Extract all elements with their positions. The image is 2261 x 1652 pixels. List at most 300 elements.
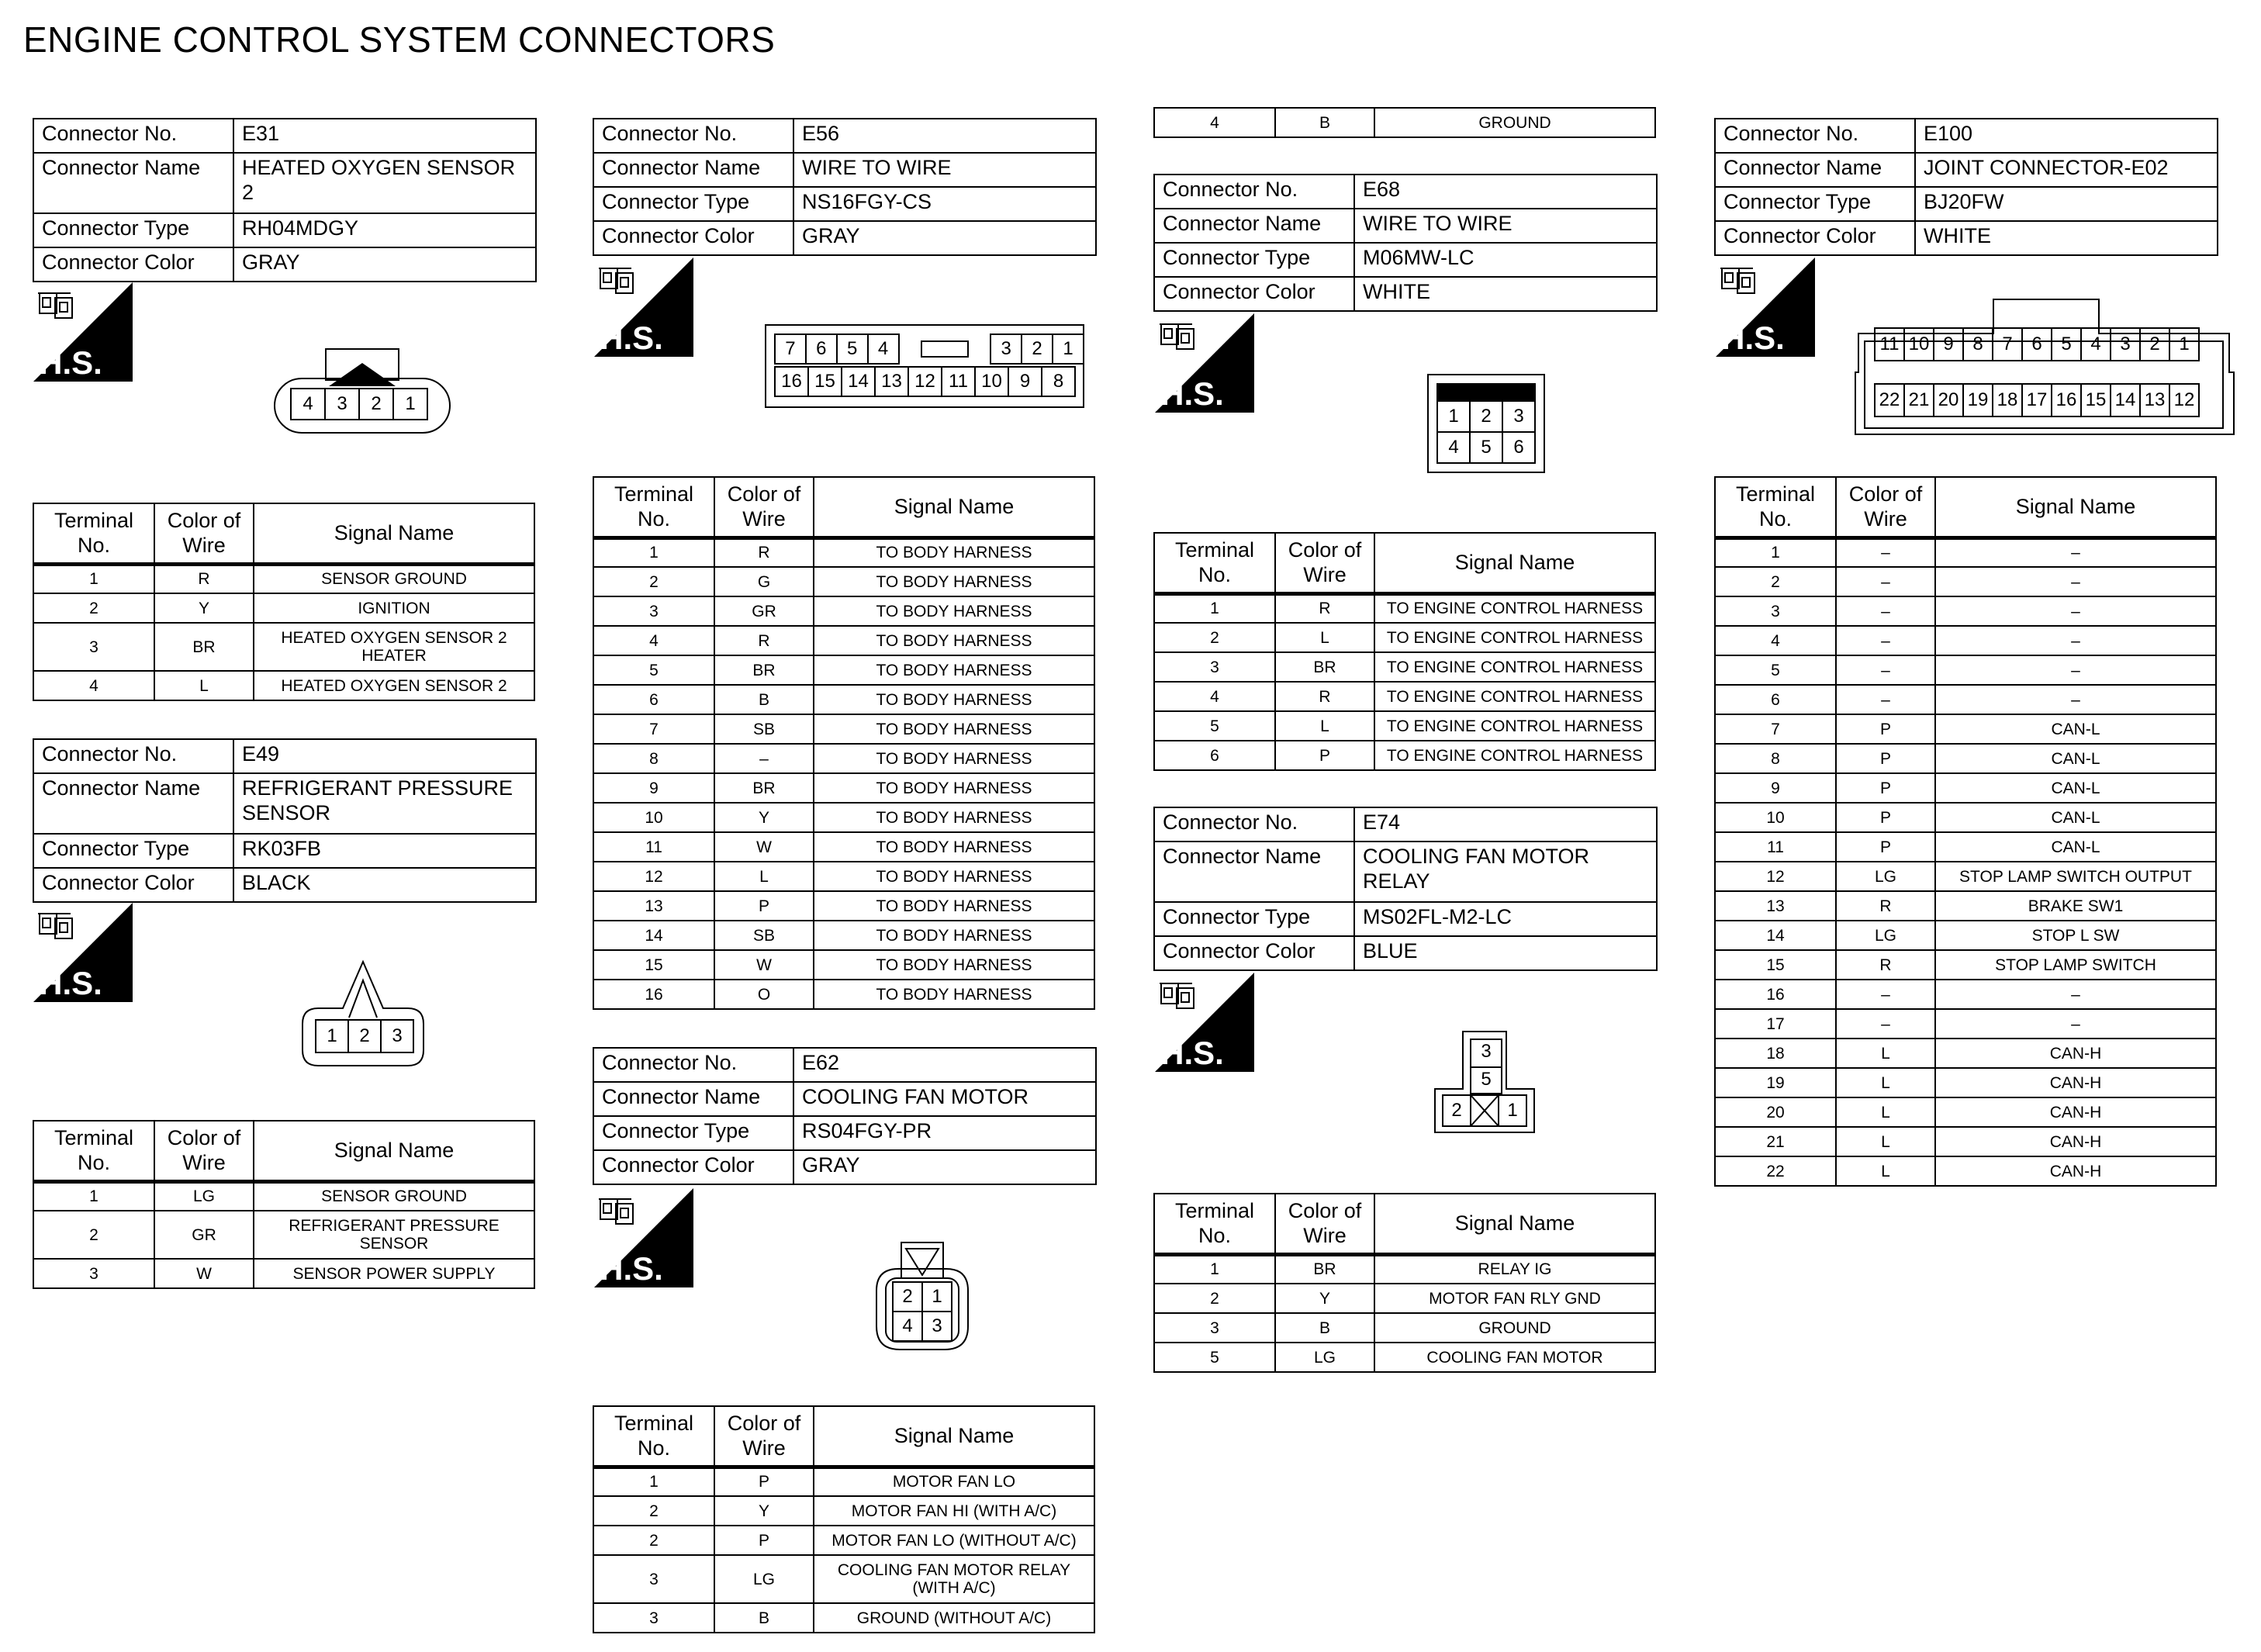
pin-row-bottom — [1874, 383, 2200, 417]
table-row — [1715, 1097, 2216, 1127]
info-label: Connector No. — [593, 119, 793, 153]
terminal-number: 16 — [1715, 980, 1836, 1009]
table-row — [1154, 1284, 1655, 1313]
signal-name: – — [1935, 1009, 2216, 1039]
signal-name: STOP L SW — [1935, 921, 2216, 950]
table-row — [593, 596, 1094, 626]
table-row — [593, 803, 1094, 832]
terminal-number: 11 — [1715, 832, 1836, 862]
info-label: Connector Type — [33, 213, 233, 247]
signal-name: – — [1935, 626, 2216, 655]
info-label: Connector Color — [1715, 221, 1915, 255]
table-row — [593, 1603, 1094, 1633]
wire-color: B — [714, 1603, 814, 1633]
info-label: Connector Name — [1715, 153, 1915, 187]
column-header: Terminal No. — [33, 503, 154, 564]
table-row — [1154, 1343, 1655, 1372]
wire-color: – — [1836, 567, 1935, 596]
column-header: Color of Wire — [154, 503, 254, 564]
connector-name: COOLING FAN MOTOR RELAY — [1354, 842, 1657, 902]
table-row — [1715, 1068, 2216, 1097]
hs-label: H.S. — [1721, 320, 1785, 356]
connector-name: WIRE TO WIRE — [793, 153, 1096, 187]
pin-grid — [1436, 400, 1536, 464]
column-header: Terminal No. — [593, 1406, 714, 1467]
terminal-number: 3 — [33, 623, 154, 671]
signal-name: TO BODY HARNESS — [814, 744, 1094, 773]
terminal-number: 3 — [1154, 652, 1275, 682]
wire-color: B — [1275, 1313, 1374, 1343]
signal-name: TO BODY HARNESS — [814, 596, 1094, 626]
terminal-number: 2 — [593, 567, 714, 596]
wire-color: L — [1836, 1127, 1935, 1156]
signal-name: MOTOR FAN HI (WITH A/C) — [814, 1496, 1094, 1526]
connector-color: BLUE — [1354, 936, 1657, 970]
signal-name: TO BODY HARNESS — [814, 626, 1094, 655]
table-row — [1154, 623, 1655, 652]
wire-color: Y — [714, 1496, 814, 1526]
terminal-table-e62 — [593, 1405, 1095, 1633]
terminal-number: 15 — [593, 950, 714, 980]
column-header: Color of Wire — [714, 477, 814, 537]
harness-side-icon — [1155, 313, 1254, 413]
pin: 22 — [1875, 384, 1904, 416]
column-header: Signal Name — [254, 503, 534, 564]
column-header: Signal Name — [1935, 477, 2216, 537]
wire-color: Y — [1275, 1284, 1374, 1313]
pin: 4 — [1437, 432, 1470, 463]
info-label: Connector Name — [1154, 842, 1354, 902]
info-label: Connector No. — [33, 119, 233, 153]
wire-color: BR — [714, 773, 814, 803]
info-label: Connector Color — [593, 1150, 793, 1184]
terminal-number: 9 — [593, 773, 714, 803]
wire-color: BR — [154, 623, 254, 671]
signal-name: BRAKE SW1 — [1935, 891, 2216, 921]
column-header: Color of Wire — [1275, 533, 1374, 593]
info-label: Connector No. — [1154, 175, 1354, 209]
pin: 7 — [1993, 328, 2022, 361]
wire-color: W — [714, 950, 814, 980]
signal-name: COOLING FAN MOTOR RELAY (WITH A/C) — [814, 1555, 1094, 1603]
signal-name: MOTOR FAN LO (WITHOUT A/C) — [814, 1526, 1094, 1555]
pin: 1 — [1507, 1100, 1518, 1121]
signal-name: MOTOR FAN RLY GND — [1374, 1284, 1655, 1313]
wire-color: – — [1836, 1009, 1935, 1039]
terminal-number: 8 — [593, 744, 714, 773]
terminal-number: 9 — [1715, 773, 1836, 803]
harness-side-icon — [33, 903, 133, 1002]
pin: 3 — [990, 334, 1022, 364]
terminal-number: 19 — [1715, 1068, 1836, 1097]
wire-color: LG — [714, 1555, 814, 1603]
pin: 2 — [348, 1020, 381, 1052]
connector-number: E62 — [793, 1048, 1096, 1082]
pin-grid — [290, 388, 428, 420]
pin: 12 — [908, 367, 942, 396]
wire-color: L — [714, 862, 814, 891]
pin: 5 — [1481, 1069, 1492, 1090]
info-label: Connector Type — [1715, 187, 1915, 221]
info-label: Connector Type — [33, 834, 233, 868]
pin-row-top — [1874, 327, 2200, 361]
hs-label: H.S. — [1160, 1035, 1224, 1071]
connector-info-e68 — [1153, 174, 1658, 312]
terminal-number: 4 — [1154, 682, 1275, 711]
pin-grid — [315, 1019, 414, 1053]
signal-name: GROUND (WITHOUT A/C) — [814, 1603, 1094, 1633]
wire-color: LG — [1275, 1343, 1374, 1372]
signal-name: CAN-L — [1935, 714, 2216, 744]
wire-color: P — [1836, 773, 1935, 803]
pin: 21 — [1904, 384, 1934, 416]
pin: 2 — [2140, 328, 2169, 361]
table-row — [593, 1467, 1094, 1496]
terminal-number: 15 — [1715, 950, 1836, 980]
connector-number: E68 — [1354, 175, 1657, 209]
pin: 1 — [2169, 328, 2199, 361]
terminal-number: 16 — [593, 980, 714, 1009]
wire-color: GR — [714, 596, 814, 626]
connector-name: WIRE TO WIRE — [1354, 209, 1657, 243]
wire-color: L — [1836, 1039, 1935, 1068]
signal-name: TO BODY HARNESS — [814, 655, 1094, 685]
terminal-table-e74 — [1153, 1193, 1656, 1373]
table-row — [1715, 744, 2216, 773]
signal-name: TO ENGINE CONTROL HARNESS — [1374, 652, 1655, 682]
pin: 3 — [381, 1020, 413, 1052]
info-label: Connector No. — [1715, 119, 1915, 153]
pin: 1 — [1053, 334, 1084, 364]
table-row — [593, 537, 1094, 567]
pin: 5 — [837, 334, 868, 364]
pin: 11 — [942, 367, 975, 396]
connector-color: WHITE — [1354, 277, 1657, 311]
pin: 14 — [842, 367, 875, 396]
table-row — [1715, 567, 2216, 596]
wire-color: L — [1836, 1156, 1935, 1186]
wire-color: L — [1836, 1068, 1935, 1097]
terminal-number: 1 — [1154, 593, 1275, 623]
table-row — [1715, 714, 2216, 744]
terminal-table-e49 — [33, 1120, 535, 1289]
pin: 13 — [2140, 384, 2169, 416]
latch-slot — [899, 334, 991, 364]
signal-name: SENSOR GROUND — [254, 1181, 534, 1211]
column-header: Color of Wire — [154, 1121, 254, 1181]
wire-color: LG — [1836, 862, 1935, 891]
signal-name: TO BODY HARNESS — [814, 921, 1094, 950]
pin: 3 — [1481, 1041, 1492, 1062]
table-row — [593, 980, 1094, 1009]
pin: 16 — [775, 367, 808, 396]
page-title: ENGINE CONTROL SYSTEM CONNECTORS — [23, 19, 776, 60]
signal-name: CAN-L — [1935, 744, 2216, 773]
wire-color: R — [1836, 950, 1935, 980]
harness-side-icon — [33, 282, 133, 382]
connector-type: RH04MDGY — [233, 213, 536, 247]
wire-color: SB — [714, 921, 814, 950]
connector-type: NS16FGY-CS — [793, 187, 1096, 221]
wire-color: P — [1836, 832, 1935, 862]
table-row — [593, 1555, 1094, 1603]
terminal-number: 18 — [1715, 1039, 1836, 1068]
connector-type: RS04FGY-PR — [793, 1116, 1096, 1150]
pin: 11 — [1875, 328, 1904, 361]
terminal-number: 1 — [1154, 1254, 1275, 1284]
column-header: Signal Name — [254, 1121, 534, 1181]
table-row — [1154, 741, 1655, 770]
pin: 2 — [893, 1282, 922, 1312]
table-row — [593, 655, 1094, 685]
terminal-number: 13 — [593, 891, 714, 921]
terminal-number: 6 — [1154, 741, 1275, 770]
table-row — [33, 564, 534, 593]
signal-name: TO BODY HARNESS — [814, 773, 1094, 803]
table-row — [1715, 626, 2216, 655]
terminal-number: 2 — [33, 593, 154, 623]
harness-side-icon — [594, 1188, 693, 1287]
table-row — [1715, 773, 2216, 803]
signal-name: TO ENGINE CONTROL HARNESS — [1374, 682, 1655, 711]
pin: 4 — [2081, 328, 2111, 361]
column-header: Color of Wire — [714, 1406, 814, 1467]
signal-name: CAN-L — [1935, 832, 2216, 862]
info-label: Connector Type — [1154, 902, 1354, 936]
pin: 4 — [893, 1312, 922, 1341]
harness-side-icon — [1155, 973, 1254, 1072]
table-row — [593, 950, 1094, 980]
terminal-number: 2 — [1715, 567, 1836, 596]
pin: 2 — [1470, 401, 1502, 432]
column-header: Terminal No. — [1154, 533, 1275, 593]
signal-name: – — [1935, 980, 2216, 1009]
terminal-number: 5 — [1154, 1343, 1275, 1372]
pin: 1 — [316, 1020, 348, 1052]
terminal-number: 1 — [593, 1467, 714, 1496]
wire-color: P — [1836, 744, 1935, 773]
wire-color: LG — [154, 1181, 254, 1211]
info-label: Connector No. — [33, 739, 233, 773]
terminal-number: 3 — [593, 596, 714, 626]
info-label: Connector Type — [593, 1116, 793, 1150]
pin-grid — [892, 1281, 952, 1342]
wire-color: B — [714, 685, 814, 714]
column-header: Terminal No. — [593, 477, 714, 537]
terminal-number: 3 — [33, 1259, 154, 1288]
table-row — [1715, 685, 2216, 714]
connector-color: WHITE — [1915, 221, 2218, 255]
connector-face-e68 — [1427, 374, 1545, 473]
signal-name: TO BODY HARNESS — [814, 862, 1094, 891]
table-row — [1715, 803, 2216, 832]
pin: 20 — [1934, 384, 1963, 416]
signal-name: – — [1935, 655, 2216, 685]
wire-color: W — [714, 832, 814, 862]
info-label: Connector Name — [593, 153, 793, 187]
info-label: Connector Color — [33, 247, 233, 282]
signal-name: IGNITION — [254, 593, 534, 623]
signal-name: TO ENGINE CONTROL HARNESS — [1374, 711, 1655, 741]
connector-name: HEATED OXYGEN SENSOR 2 — [233, 153, 536, 213]
wire-color: B — [1275, 108, 1374, 137]
table-row — [33, 1181, 534, 1211]
pin: 19 — [1963, 384, 1993, 416]
terminal-number: 17 — [1715, 1009, 1836, 1039]
connector-number: E74 — [1354, 807, 1657, 842]
pin: 1 — [922, 1282, 952, 1312]
pin: 4 — [868, 334, 899, 364]
table-row — [1715, 832, 2216, 862]
hs-label: H.S. — [1160, 375, 1224, 412]
table-row — [33, 671, 534, 700]
signal-name: STOP LAMP SWITCH OUTPUT — [1935, 862, 2216, 891]
signal-name: TO ENGINE CONTROL HARNESS — [1374, 623, 1655, 652]
harness-side-icon — [1716, 257, 1815, 357]
signal-name: CAN-L — [1935, 773, 2216, 803]
connector-face-e49 — [299, 959, 427, 1067]
hs-label: H.S. — [39, 965, 102, 1001]
pin: 9 — [1934, 328, 1963, 361]
table-row — [1715, 1156, 2216, 1186]
wire-color: P — [1836, 714, 1935, 744]
table-row — [1715, 980, 2216, 1009]
signal-name: CAN-H — [1935, 1127, 2216, 1156]
wire-color: BR — [1275, 652, 1374, 682]
pin: 14 — [2111, 384, 2140, 416]
terminal-number: 1 — [33, 1181, 154, 1211]
table-row — [593, 891, 1094, 921]
table-row — [1715, 862, 2216, 891]
hs-label: H.S. — [39, 344, 102, 381]
connector-type: M06MW-LC — [1354, 243, 1657, 277]
table-row — [1715, 1127, 2216, 1156]
info-label: Connector Name — [33, 773, 233, 834]
table-row — [1154, 593, 1655, 623]
wire-color: – — [1836, 626, 1935, 655]
terminal-number: 4 — [593, 626, 714, 655]
info-label: Connector Type — [593, 187, 793, 221]
table-row — [1154, 682, 1655, 711]
signal-name: TO BODY HARNESS — [814, 714, 1094, 744]
table-row — [33, 623, 534, 671]
pin: 6 — [1502, 432, 1535, 463]
terminal-number: 3 — [593, 1603, 714, 1633]
signal-name: TO BODY HARNESS — [814, 685, 1094, 714]
terminal-number: 2 — [1154, 623, 1275, 652]
pin: 15 — [2081, 384, 2111, 416]
info-label: Connector Color — [593, 221, 793, 255]
wire-color: SB — [714, 714, 814, 744]
signal-name: TO BODY HARNESS — [814, 980, 1094, 1009]
column-header: Signal Name — [1374, 1194, 1655, 1254]
info-label: Connector Color — [1154, 936, 1354, 970]
column-header: Signal Name — [814, 477, 1094, 537]
terminal-number: 20 — [1715, 1097, 1836, 1127]
terminal-table-e68 — [1153, 532, 1656, 771]
terminal-table-e100 — [1714, 476, 2217, 1187]
terminal-number: 12 — [593, 862, 714, 891]
wire-color: L — [1275, 623, 1374, 652]
wire-color: L — [1275, 711, 1374, 741]
terminal-number: 3 — [593, 1555, 714, 1603]
pin: 4 — [291, 389, 325, 420]
terminal-number: 2 — [1154, 1284, 1275, 1313]
wire-color: – — [1836, 537, 1935, 567]
signal-name: TO BODY HARNESS — [814, 832, 1094, 862]
wire-color: BR — [714, 655, 814, 685]
table-row — [593, 1526, 1094, 1555]
connector-type: BJ20FW — [1915, 187, 2218, 221]
signal-name: CAN-H — [1935, 1039, 2216, 1068]
signal-name: CAN-H — [1935, 1156, 2216, 1186]
table-row — [1715, 1039, 2216, 1068]
pin: 5 — [2052, 328, 2081, 361]
pin: 2 — [1022, 334, 1053, 364]
hs-label: H.S. — [600, 1250, 663, 1287]
connector-type: MS02FL-M2-LC — [1354, 902, 1657, 936]
terminal-table-e56 — [593, 476, 1095, 1010]
info-label: Connector No. — [593, 1048, 793, 1082]
terminal-number: 2 — [593, 1526, 714, 1555]
pin: 3 — [2111, 328, 2140, 361]
pin: 8 — [1963, 328, 1993, 361]
terminal-number: 12 — [1715, 862, 1836, 891]
wire-color: Y — [714, 803, 814, 832]
pin: 1 — [393, 389, 427, 420]
wire-color: P — [714, 1526, 814, 1555]
connector-info-e31 — [33, 118, 537, 282]
terminal-number: 10 — [593, 803, 714, 832]
terminal-table-e31 — [33, 503, 535, 701]
pin-row-top — [774, 334, 1084, 365]
signal-name: RELAY IG — [1374, 1254, 1655, 1284]
terminal-number: 5 — [1154, 711, 1275, 741]
terminal-number: 1 — [33, 564, 154, 593]
terminal-number: 2 — [33, 1211, 154, 1259]
terminal-number: 7 — [593, 714, 714, 744]
table-row — [1715, 950, 2216, 980]
pin: 10 — [975, 367, 1008, 396]
terminal-number: 21 — [1715, 1127, 1836, 1156]
wire-color: P — [714, 1467, 814, 1496]
connector-info-e49 — [33, 738, 537, 903]
connector-face-e62 — [875, 1241, 970, 1351]
signal-name: – — [1935, 537, 2216, 567]
terminal-number: 8 — [1715, 744, 1836, 773]
column-header: Terminal No. — [33, 1121, 154, 1181]
pin: 3 — [325, 389, 359, 420]
connector-number: E31 — [233, 119, 536, 153]
wire-color: – — [1836, 980, 1935, 1009]
pin: 7 — [775, 334, 806, 364]
table-row — [593, 744, 1094, 773]
wire-color: R — [1836, 891, 1935, 921]
signal-name: GROUND — [1374, 1313, 1655, 1343]
table-row — [1715, 655, 2216, 685]
wire-color: GR — [154, 1211, 254, 1259]
signal-name: HEATED OXYGEN SENSOR 2 HEATER — [254, 623, 534, 671]
signal-name: CAN-L — [1935, 803, 2216, 832]
pin: 18 — [1993, 384, 2022, 416]
table-row — [593, 685, 1094, 714]
connector-type: RK03FB — [233, 834, 536, 868]
info-label: Connector No. — [1154, 807, 1354, 842]
terminal-number: 10 — [1715, 803, 1836, 832]
wire-color: R — [1275, 682, 1374, 711]
connector-number: E56 — [793, 119, 1096, 153]
wire-color: P — [714, 891, 814, 921]
